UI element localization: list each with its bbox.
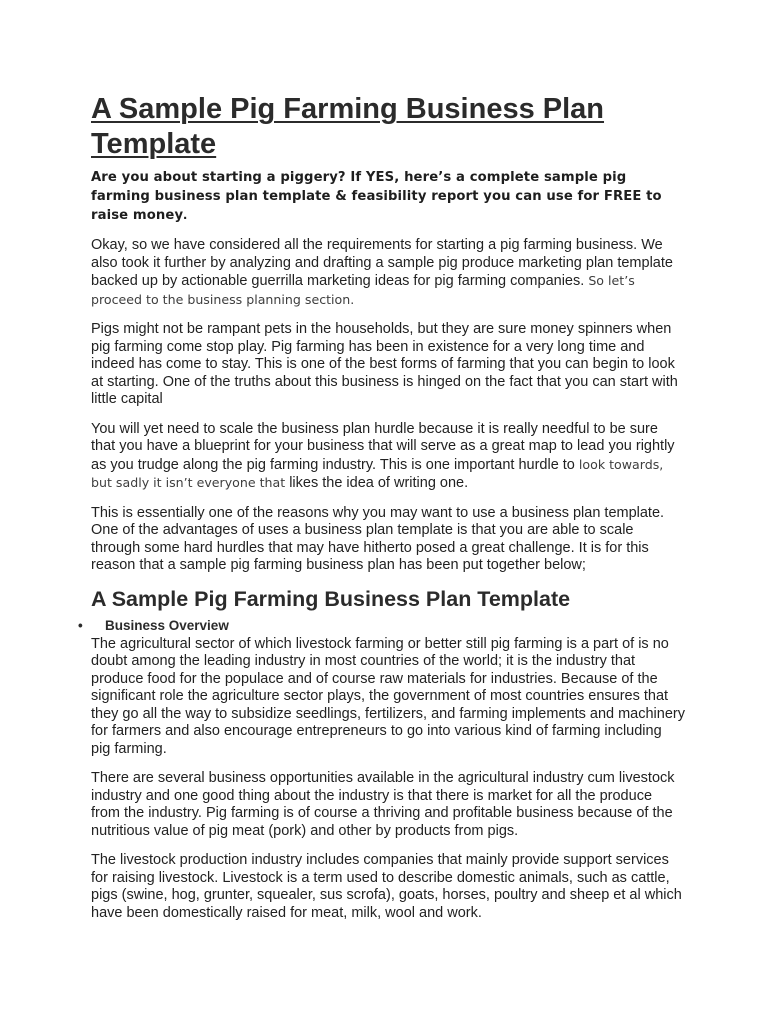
intro-lead-period: . — [183, 207, 188, 223]
paragraph-template-advantages: This is essentially one of the reasons why you may want to use a business plan template. One of the advantages of uses a business plan template is that you are able to scale through some hard hurdles that may have hitherto posed a great challenge. It is for this reason that a sample pig farming business plan has been put together below; — [91, 504, 665, 573]
paragraph-business-plan-hurdle — [91, 421, 685, 493]
paragraph-hurdle-text: You will yet need to scale the business plan hurdle because it is really needful to be sure that you have a blueprint for your business that will serve as a great map to lead you rightly as you trudge along the pig farming industry. This is one important hurdle to — [91, 420, 675, 473]
paragraph-requirements — [91, 237, 685, 309]
list-item-label: Business Overview — [105, 617, 229, 633]
intro-lead-text: Are you about starting a piggery? If YES, here’s a complete sample pig farming business plan template & feasibility report you can use for FREE to raise money — [91, 170, 662, 223]
section-heading: A Sample Pig Farming Business Plan Template — [91, 586, 571, 611]
document-page — [78, 92, 685, 922]
document-title: A Sample Pig Farming Business Plan Template — [91, 93, 605, 160]
paragraph-agricultural-sector: The agricultural sector of which livestock farming or better still pig farming is a part of is no doubt among the leading industry in most countries of the world; it is the industry that produce food for the populace and of course raw materials for industries. Because of the significant role the agriculture sector plays, the government of most countries ensures that they go all the way to subsidize seedlings, fertilizers, and farming implements and machinery for farmers and also encourage entrepreneurs to go into various kind of farming including pig farming. — [91, 635, 685, 757]
paragraph-requirements-proceed: So let’s proceed to the business planning section. — [91, 273, 635, 307]
list-item — [78, 617, 685, 634]
intro-lead — [91, 168, 685, 225]
paragraph-business-opportunities: There are several business opportunities available in the agricultural industry cum livestock industry and one good thing about the industry is that there is market for all the produce from the industry. Pig farming is of course a thriving and profitable business because of the nutritious value of pig meat (pork) and other by products from pigs. — [91, 770, 675, 839]
paragraph-hurdle-look-towards: look towards, but sadly it isn’t everyone that — [91, 456, 664, 490]
paragraph-money-spinners: Pigs might not be rampant pets in the households, but they are sure money spinners when pig farming come stop play. Pig farming has been in existence for a very long time and indeed has come to stay. This is one of the best forms of farming that you can begin to look at starting. One of the truths about this business is hinged on the fact that you can start with little capital — [91, 321, 678, 407]
bullet-list — [78, 617, 685, 634]
bullet-icon: • — [78, 617, 83, 633]
paragraph-livestock-industry: The livestock production industry includes companies that mainly provide support services for raising livestock. Livestock is a term used to describe domestic animals, such as cattle, pigs (swine, hog, grunter, squealer, sus scrofa), goats, horses, poultry and sheep et al which have been domestically raised for meat, milk, wool and work. — [91, 852, 682, 921]
paragraph-hurdle-end: likes the idea of writing one. — [285, 475, 469, 491]
paragraph-requirements-text: Okay, so we have considered all the requirements for starting a pig farming business. We also took it further by analyzing and drafting a sample pig produce marketing plan template backed up by actionable guerrilla marketing ideas for pig farming companies. — [91, 237, 673, 289]
